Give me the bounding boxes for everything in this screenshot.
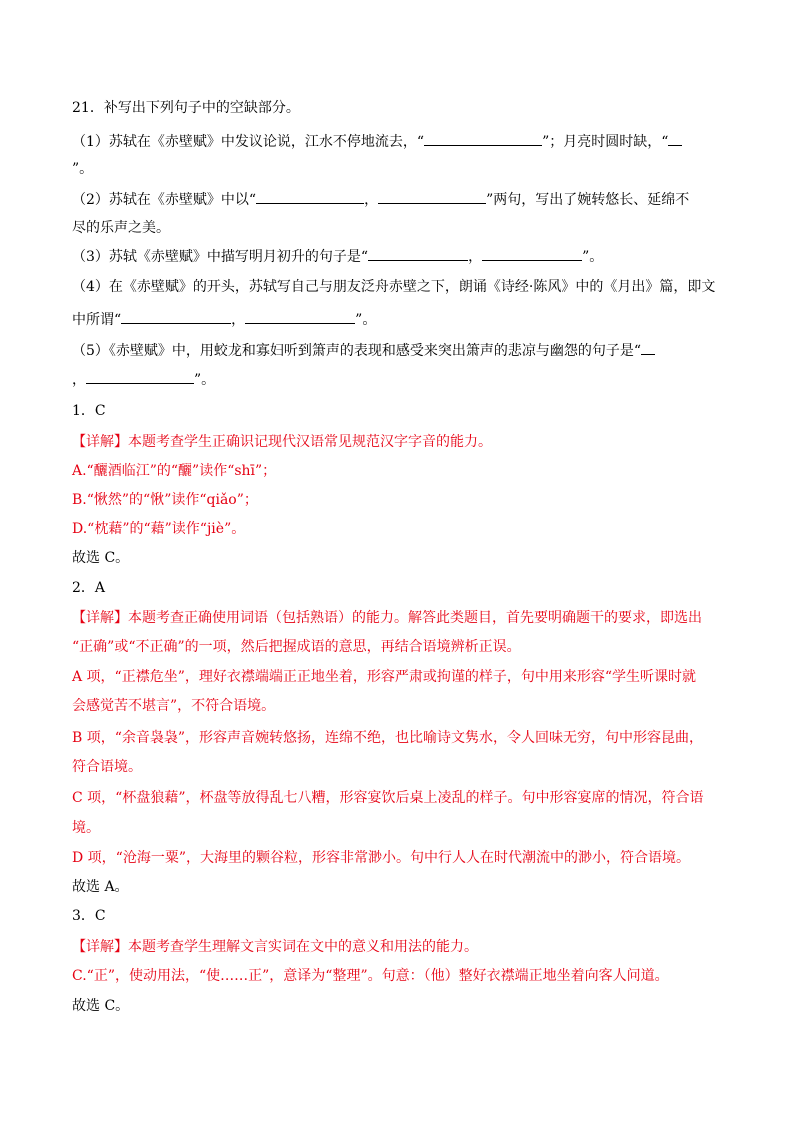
answer-text: 会感觉苦不堪言”，不符合语境。: [72, 698, 276, 714]
question-item-1-cont: ”。: [72, 161, 94, 177]
blank: [378, 189, 486, 204]
blank: [256, 189, 364, 204]
answer-head: 1．C: [72, 403, 106, 419]
blank: [86, 369, 194, 384]
question-item-1: （1）苏轼在《赤壁赋》中发议论说，江水不停地流去，“ ”；月亮时圆时缺，“: [72, 131, 732, 152]
answer-head: 3．C: [72, 908, 106, 924]
question-item-3: （3）苏轼《赤壁赋》中描写明月初升的句子是“ ， ”。: [72, 246, 732, 267]
question-item-4: （4）在《赤壁赋》的开头，苏轼写自己与朋友泛舟赤壁之下，朗诵《诗经·陈风》中的《月出》篇，即文: [72, 279, 716, 295]
answer-conclusion: 故选 A。: [72, 879, 129, 895]
answer-head: 2．A: [72, 580, 106, 596]
blank: [424, 131, 542, 146]
question-item-2-cont: 尽的乐声之美。: [72, 220, 170, 236]
answer-text: C.“正”，使动用法，“使……正”，意译为“整理”。句意：（他）整好衣襟端正地坐着向客人问道。: [72, 968, 669, 984]
answer-text: 【详解】本题考查学生正确识记现代汉语常见规范汉字字音的能力。: [72, 434, 492, 450]
answer-text: 符合语境。: [72, 759, 142, 775]
question-item-2: （2）苏轼在《赤壁赋》中以“ ， ”两句，写出了婉转悠长、延绵不: [72, 189, 732, 210]
question-item-5: （5）《赤壁赋》中，用蛟龙和寡妇听到箫声的表现和感受来突出箫声的悲凉与幽怨的句子是“: [72, 340, 732, 361]
blank: [668, 131, 682, 146]
answer-conclusion: 故选 C。: [72, 998, 130, 1014]
answer-text: A.“釃酒临江”的“釃”读作“shī”；: [72, 463, 277, 479]
question-item-4-cont: 中所谓“ ， ”。: [72, 309, 732, 330]
question-item-5-cont: ， ”。: [72, 369, 732, 390]
answer-text: A 项，“正襟危坐”，理好衣襟端端正正地坐着，形容严肃或拘谨的样子，句中用来形容“学生听课时就: [72, 669, 697, 685]
blank: [641, 340, 655, 355]
answer-text: 【详解】本题考查正确使用词语（包括熟语）的能力。解答此类题目，首先要明确题干的要求，即选出: [72, 610, 702, 626]
answer-conclusion: 故选 C。: [72, 550, 130, 566]
answer-text: B.“愀然”的“愀”读作“qiǎo”；: [72, 492, 258, 508]
answer-text: B 项，“余音袅袅”，形容声音婉转悠扬，连绵不绝，也比喻诗文隽水，令人回味无穷，句中形容昆曲，: [72, 730, 704, 746]
blank: [368, 246, 468, 261]
answer-text: 【详解】本题考查学生理解文言实词在文中的意义和用法的能力。: [72, 939, 478, 955]
answer-text: C 项，“杯盘狼藉”，杯盘等放得乱七八糟，形容宴饮后桌上凌乱的样子。句中形容宴席的情况，符合语: [72, 790, 704, 806]
blank: [245, 309, 355, 324]
blank: [121, 309, 231, 324]
answer-text: 境。: [72, 820, 100, 836]
question-title: 21．补写出下列句子中的空缺部分。: [72, 100, 300, 116]
blank: [482, 246, 582, 261]
answer-text: “正确”或“不正确”的一项，然后把握成语的意思，再结合语境辨析正误。: [72, 639, 521, 655]
answer-text: D 项，“沧海一粟”，大海里的颗谷粒，形容非常渺小。句中行人人在时代潮流中的渺小，符合语境。: [72, 850, 690, 866]
answer-text: D.“枕藉”的“藉”读作“jiè”。: [72, 521, 246, 537]
